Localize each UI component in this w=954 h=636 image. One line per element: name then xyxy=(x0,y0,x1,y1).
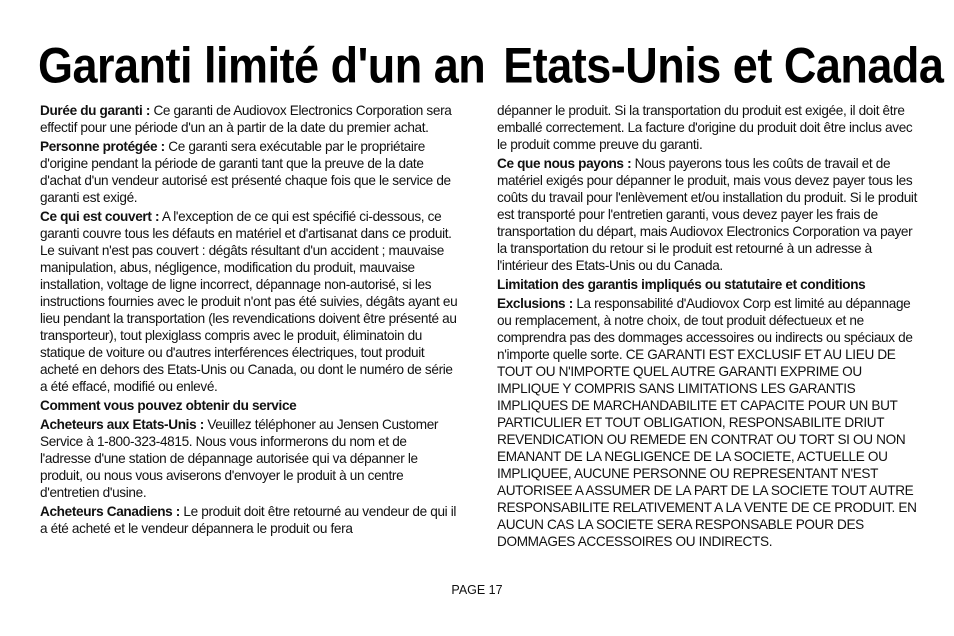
paragraph-label: Durée du garanti : xyxy=(40,103,151,118)
heading-obtain-service xyxy=(40,397,460,414)
paragraph-duration xyxy=(40,102,460,136)
right-column xyxy=(497,102,918,552)
paragraph-label: Acheteurs aux Etats-Unis : xyxy=(40,417,204,432)
paragraph-label: Comment vous pouvez obtenir du service xyxy=(40,398,297,413)
paragraph-text: Veuillez téléphoner au Jensen Customer Service à 1-800-323-4815. Nous vous informerons du nom et de l'adresse d'une station de dépannage autorisée qui va dépanner le produit, ou nous vous aviserons d'envoyer le produit à un centre d'entretien d'usine. xyxy=(40,417,439,500)
page-title xyxy=(38,32,944,99)
paragraph-text: Nous payerons tous les coûts de travail et de matériel exigés pour dépanner le produit, mais vous devez payer tous les coûts du travail pour l'enlèvement et/ou installation du produit. Si le produit est transporté pour l'entretien garanti, vous devez payer les frais de transportation du départ, mais Audiovox Electronics Corporation va payer la transportation du retour si le produit est retourné à un adresse à l'intérieur des Etats-Unis ou du Canada. xyxy=(497,156,918,273)
heading-limitation xyxy=(497,276,918,293)
paragraph-canadian-buyers xyxy=(40,503,460,537)
paragraph-text: La responsabilité d'Audiovox Corp est limité au dépannage ou remplacement, à notre choix, de tout produit défectueux et ne comprendra pas des dommages accessoires ou indirects ou spéciaux de n'importe quelle sorte. CE GARANTI EST EXCLUSIF ET AU LIEU DE TOUT OU N'IMPORTE QUEL AUTRE GARANTI EXPRIME OU IMPLIQUE Y COMPRIS SANS LIMITATIONS LES GARANTIS IMPLIQUES DE MARCHANDABILITE ET CAPACITE POUR UN BUT PARTICULIER ET TOUT OBLIGATION, RESPONSABILITE DRIUT REVENDICATION OU REMEDE EN CONTRAT OU TORT SI OU NON EMANANT DE LA NEGLIGENCE DE LA SOCIETE, ACTUELLE OU IMPLIQUEE, AUCUNE PERSONNE OU REPRESENTANT N'EST AUTORISEE A ASSUMER DE LA PART DE LA SOCIETE TOUT AUTRE RESPONSABILITE RELATIVEMENT A LA VENTE DE CE PRODUIT. EN AUCUN CAS LA SOCIETE SERA RESPONSABLE POUR DES DOMMAGES ACCESSOIRES OU INDIRECTS. xyxy=(497,296,917,549)
paragraph-label: Acheteurs Canadiens : xyxy=(40,504,180,519)
paragraph-us-buyers xyxy=(40,416,460,501)
paragraph-text: A l'exception de ce qui est spécifié ci-dessous, ce garanti couvre tous les défauts en matériel et d'artisanat dans ce produit. Le suivant n'est pas couvert : dégâts résultant d'un accident ; mauvaise manipulation, abus, négligence, modification du produit, mauvaise installation, voltage de ligne incorrect, dépannage non-autorisé, si les instructions fournies avec le produit n'ont pas été suivies, dégâts ayant eu lieu pendant la transportation (les revendications doivent être présenté au transporteur), tout plexiglass compris avec le produit, éliminatoin du statique de voiture ou d'autres interférences électriques, tout produit acheté en dehors des Etats-Unis ou Canada, ou dont le numéro de série a été effacé, modifié ou enlevé. xyxy=(40,209,458,394)
paragraph-protected-person xyxy=(40,138,460,206)
paragraph-label: Personne protégée : xyxy=(40,139,165,154)
paragraph-text: dépanner le produit. Si la transportation du produit est exigée, il doit être emballé correctement. La facture d'origine du produit doit être inclus avec le produit comme preuve du garanti. xyxy=(497,103,913,152)
paragraph-coverage xyxy=(40,208,460,395)
title-warranty: Garanti limité d'un an xyxy=(38,36,486,94)
paragraph-label: Ce que nous payons : xyxy=(497,156,632,171)
paragraph-label: Limitation des garantis impliqués ou statutaire et conditions xyxy=(497,277,866,292)
page-number: PAGE 17 xyxy=(451,583,503,597)
paragraph-exclusions xyxy=(497,295,918,550)
paragraph-text: Le produit doit être retourné au vendeur de qui il a été acheté et le vendeur dépannera le produit ou fera xyxy=(40,504,457,536)
paragraph-continued xyxy=(497,102,918,153)
paragraph-label: Ce qui est couvert : xyxy=(40,209,160,224)
paragraph-text: Ce garanti sera exécutable par le propriétaire d'origine pendant la période de garanti tant que la preuve de la date d'achat d'un vendeur autorisé est présenté chaque fois que le service de garanti est exigé. xyxy=(40,139,451,205)
paragraph-label: Exclusions : xyxy=(497,296,573,311)
paragraph-what-we-pay xyxy=(497,155,918,274)
paragraph-text: Ce garanti de Audiovox Electronics Corporation sera effectif pour une période d'un an à partir de la date du premier achat. xyxy=(40,103,452,135)
title-region: Etats-Unis et Canada xyxy=(503,36,944,94)
left-column xyxy=(40,102,460,539)
